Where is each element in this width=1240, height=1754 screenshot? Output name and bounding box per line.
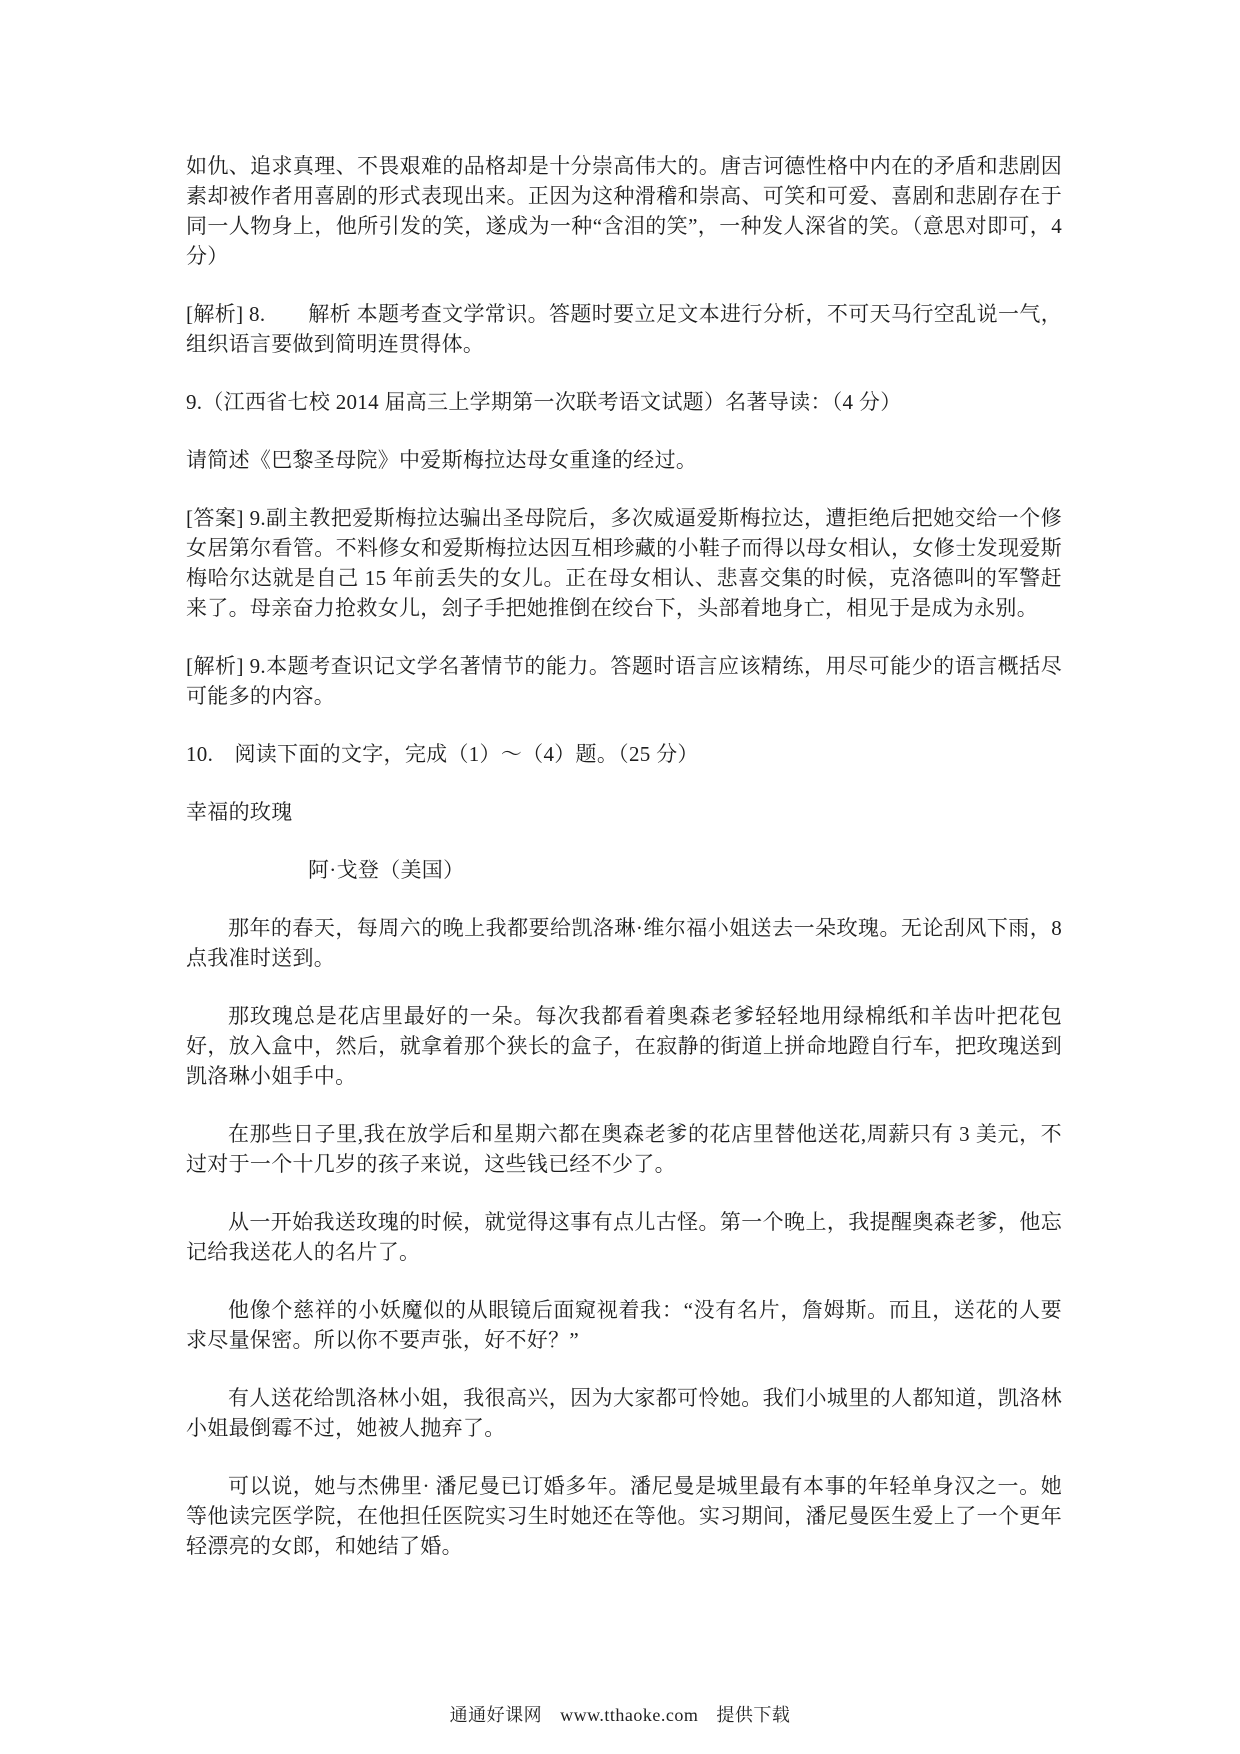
footer-url: www.tthaoke.com xyxy=(560,1705,699,1725)
story-paragraph-2: 那玫瑰总是花店里最好的一朵。每次我都看着奥森老爹轻轻地用绿棉纸和羊齿叶把花包好，放入盒中，然后，就拿着那个狭长的盒子，在寂静的街道上拼命地蹬自行车，把玫瑰送到凯洛琳小姐手中。 xyxy=(186,1004,1062,1088)
footer-download-note: 提供下载 xyxy=(716,1705,791,1725)
story-paragraph-5: 他像个慈祥的小妖魔似的从眼镜后面窥视着我：“没有名片，詹姆斯。而且，送花的人要求尽量保密。所以你不要声张，好不好？” xyxy=(186,1298,1062,1352)
story-author-line: 阿·戈登（美国） xyxy=(308,858,465,882)
story-paragraph-3: 在那些日子里,我在放学后和星期六都在奥森老爹的花店里替他送花,周薪只有 3 美元，不过对于一个十几岁的孩子来说，这些钱已经不少了。 xyxy=(186,1122,1062,1176)
para-analysis-8: [解析] 8. 解析 本题考查文学常识。答题时要立足文本进行分析，不可天马行空乱说一气，组织语言要做到简明连贯得体。 xyxy=(186,302,1062,356)
para-question-9-heading: 9.（江西省七校 2014 届高三上学期第一次联考语文试题）名著导读：（4 分） xyxy=(186,390,902,414)
story-paragraph-4: 从一开始我送玫瑰的时候，就觉得这事有点儿古怪。第一个晚上，我提醒奥森老爹，他忘记给我送花人的名片了。 xyxy=(186,1210,1062,1264)
para-continuation-answer-8: 如仇、追求真理、不畏艰难的品格却是十分崇高伟大的。唐吉诃德性格中内在的矛盾和悲剧因素却被作者用喜剧的形式表现出来。正因为这种滑稽和崇高、可笑和可爱、喜剧和悲剧存在于同一人物身上，他所引发的笑，遂成为一种“含泪的笑”，一种发人深省的笑。（意思对即可，4 分） xyxy=(186,154,1062,268)
page-footer xyxy=(0,1703,1240,1727)
para-question-9-prompt: 请简述《巴黎圣母院》中爱斯梅拉达母女重逢的经过。 xyxy=(186,448,698,472)
story-title: 幸福的玫瑰 xyxy=(186,800,293,824)
story-paragraph-7: 可以说，她与杰佛里· 潘尼曼已订婚多年。潘尼曼是城里最有本事的年轻单身汉之一。她等他读完医学院，在他担任医院实习生时她还在等他。实习期间，潘尼曼医生爱上了一个更年轻漂亮的女郎，和她结了婚。 xyxy=(186,1474,1062,1558)
story-paragraph-6: 有人送花给凯洛林小姐，我很高兴，因为大家都可怜她。我们小城里的人都知道，凯洛林小姐最倒霉不过，她被人抛弃了。 xyxy=(186,1386,1062,1440)
para-answer-9: [答案] 9.副主教把爱斯梅拉达骗出圣母院后，多次威逼爱斯梅拉达，遭拒绝后把她交给一个修女居第尔看管。不料修女和爱斯梅拉达因互相珍藏的小鞋子而得以母女相认，女修士发现爱斯梅哈尔达就是自己 15 年前丢失的女儿。正在母女相认、悲喜交集的时候，克洛德叫的军警赶来了。母亲奋力抢救女儿，刽子手把她推倒在绞台下，头部着地身亡，相见于是成为永别。 xyxy=(186,506,1062,620)
para-question-10-heading: 10. 阅读下面的文字，完成（1）～（4）题。（25 分） xyxy=(186,742,699,766)
footer-site-name: 通通好课网 xyxy=(449,1705,543,1725)
para-analysis-9: [解析] 9.本题考查识记文学名著情节的能力。答题时语言应该精练，用尽可能少的语言概括尽可能多的内容。 xyxy=(186,654,1062,708)
story-paragraph-1: 那年的春天，每周六的晚上我都要给凯洛琳·维尔福小姐送去一朵玫瑰。无论刮风下雨，8 点我准时送到。 xyxy=(186,916,1062,970)
